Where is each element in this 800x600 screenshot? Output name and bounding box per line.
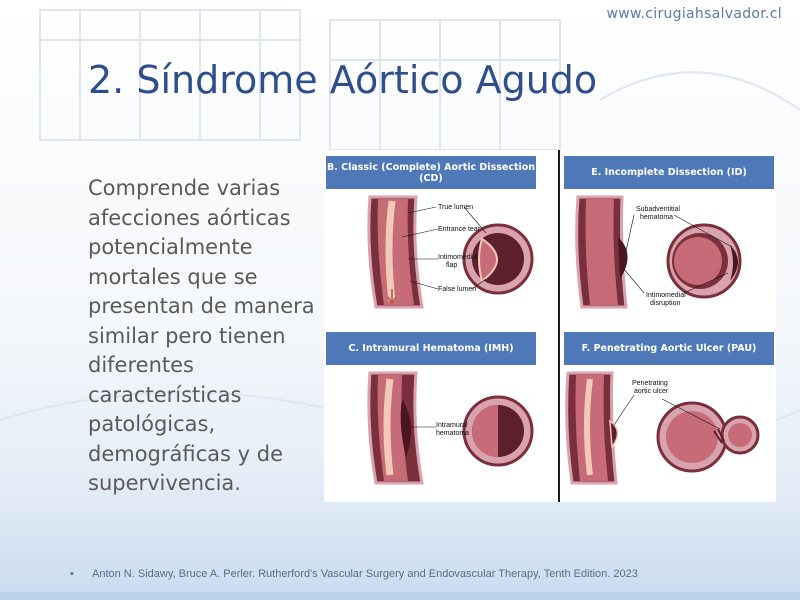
label-subadventitial: Subadventitial [636, 206, 680, 213]
slide-title: 2. Síndrome Aórtico Agudo [88, 58, 598, 102]
classic-dissection-illustration [326, 189, 536, 316]
label-flap: flap [446, 262, 458, 269]
label-intimomedial: Intimomedial [438, 254, 478, 261]
label-entrance-tear: Entrance tear [438, 226, 481, 233]
figure-divider [558, 150, 560, 502]
bottom-band [0, 592, 800, 600]
panel-title: C. Intramural Hematoma (IMH) [326, 332, 536, 365]
panel-intramural-hematoma [326, 332, 536, 492]
slide-body-text: Comprende varias afecciones aórticas potencialmente mortales que se presentan de manera similar pero tienen diferentes características patológicas, demográficas y de supervivencia. [88, 176, 315, 495]
label-disruption: disruption [650, 300, 681, 307]
bullet: • [70, 568, 74, 580]
label-true-lumen: True lumen [438, 204, 474, 211]
panel-title: E. Incomplete Dissection (ID) [564, 156, 774, 189]
panel-title: F. Penetrating Aortic Ulcer (PAU) [564, 332, 774, 365]
site-url: www.cirugiahsalvador.cl [606, 6, 782, 22]
label-intimomedial: Intimomedial [646, 292, 686, 299]
penetrating-ulcer-illustration [564, 365, 774, 492]
panel-classic-dissection [326, 156, 536, 316]
reference-text: Anton N. Sidawy, Bruce A. Perler. Rutherford's Vascular Surgery and Endovascular Therapy, Tenth Edition. 2023 [92, 568, 638, 580]
label-hematoma: hematoma [640, 214, 674, 221]
label-intramural: Intramural [436, 422, 468, 429]
incomplete-dissection-illustration [564, 189, 774, 316]
panel-title: B. Classic (Complete) Aortic Dissection (CD) [326, 156, 536, 189]
label-aortic-ulcer: aortic ulcer [634, 388, 669, 395]
intramural-hematoma-illustration [326, 365, 536, 492]
panel-incomplete-dissection [564, 156, 774, 316]
aortic-syndrome-figure [324, 150, 776, 502]
label-false-lumen: False lumen [438, 286, 477, 293]
panel-penetrating-ulcer [564, 332, 774, 492]
label-hematoma: hematoma [436, 430, 470, 437]
label-penetrating: Penetrating [632, 380, 668, 387]
